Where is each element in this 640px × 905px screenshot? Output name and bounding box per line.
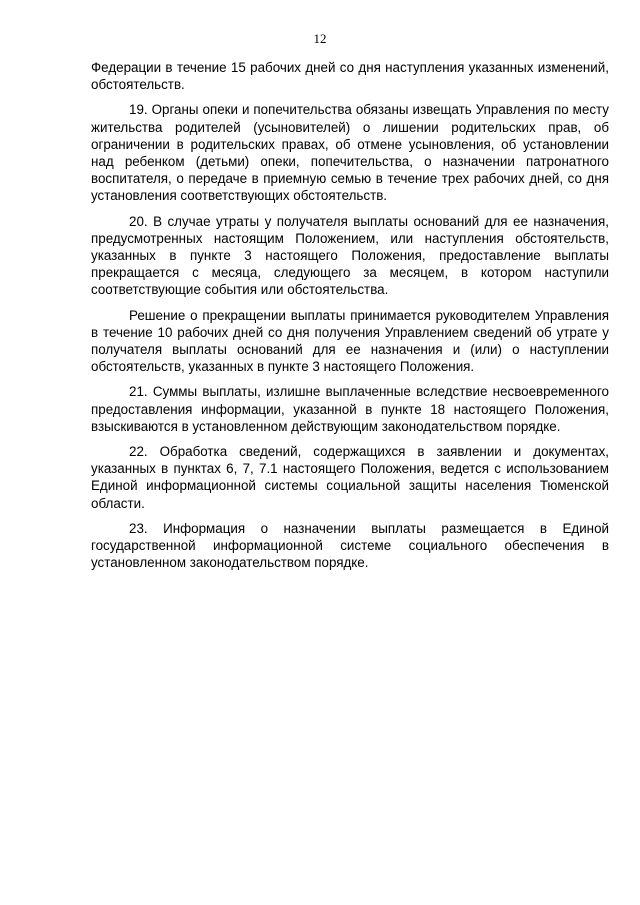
paragraph-23: 23. Информация о назначении выплаты размещается в Единой государственной информационной системе социального обеспечения в установленном законодательством порядке. bbox=[91, 520, 609, 571]
paragraph-continuation: Федерации в течение 15 рабочих дней со дня наступления указанных изменений, обстоятельств. bbox=[91, 60, 609, 93]
paragraph-22: 22. Обработка сведений, содержащихся в заявлении и документах, указанных в пунктах 6, 7, 7.1 настоящего Положения, ведется с использованием Единой информационной системы социальной защиты населения Тюменской области. bbox=[91, 444, 609, 511]
page-number: 12 bbox=[313, 31, 327, 46]
paragraph-21: 21. Суммы выплаты, излишне выплаченные вследствие несвоевременного предоставления информации, указанной в пункте 18 настоящего Положения, взыскиваются в установленном действующим законодательством порядке. bbox=[91, 384, 609, 434]
paragraph-19: 19. Органы опеки и попечительства обязаны извещать Управления по месту жительства родителей (усыновителей) о лишении родительских прав, об ограничении в родительских правах, об отмене усыновления, об установлении над ребенком (детьми) опеки, попечительства, о назначении патронатного воспитателя, о передаче в приемную семью в течение трех рабочих дней, со дня установления соответствующих обстоятельств. bbox=[91, 102, 609, 204]
paragraph-20-decision: Решение о прекращении выплаты принимается руководителем Управления в течение 10 рабочих дней со дня получения Управлением сведений об утрате у получателя выплаты оснований для ее назначения и (или) о наступлении обстоятельств, указанных в пункте 3 настоящего Положения. bbox=[91, 307, 609, 375]
document-body bbox=[91, 59, 609, 579]
paragraph-20: 20. В случае утраты у получателя выплаты оснований для ее назначения, предусмотренных настоящим Положением, или наступления обстоятельств, указанных в пункте 3 настоящего Положения, предоставление выплаты прекращается с месяца, следующего за месяцем, в котором наступили соответствующие события или обстоятельства. bbox=[91, 213, 609, 298]
